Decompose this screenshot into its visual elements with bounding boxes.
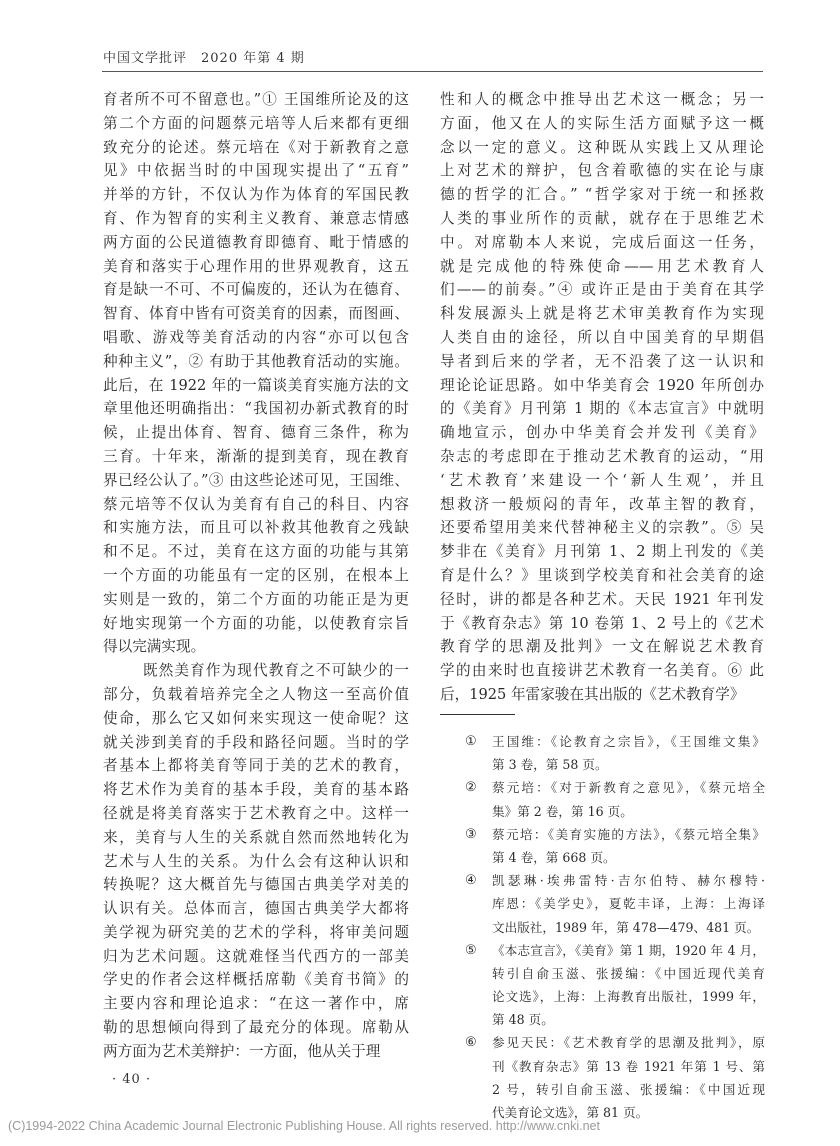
footnote-line: 王国维：《论教育之宗旨》，《王国维文集》 (492, 734, 765, 749)
text-line: 导者到后来的学者，无不沿袭了这一认识和 (440, 352, 764, 370)
text-line: 蔡元培等不仅认为美育有自己的科目、内容 (103, 495, 409, 513)
text-line: 章里他还明确指出：“我国初办新式教育的时 (103, 400, 409, 418)
footnote (465, 730, 765, 776)
footnote (465, 776, 765, 822)
footnote-marker: ③ (465, 826, 477, 842)
text-line: 艺术与人生的关系。为什么会有这种认识和 (103, 852, 409, 870)
footnote-line: 文出版社，1989 年，第 478—479、481 页。 (492, 919, 760, 935)
text-line: 梦非在《美育》月刊第 1、2 期上刊发的《美 (440, 543, 764, 561)
text-line: 径时，讲的都是各种艺术。天民 1921 年刊发 (440, 590, 764, 608)
footnote-rule (440, 714, 515, 715)
text-line: 将艺术作为美育的基本手段，美育的基本路 (103, 781, 409, 799)
text-line: 学史的作者会这样概括席勒《美育书简》的 (103, 971, 409, 989)
footnote-line: 2 号，转引自俞玉滋、张援编：《中国近现 (492, 1081, 765, 1097)
footnote-line: 第 3 卷，第 58 页。 (492, 757, 608, 773)
text-line: 候，止提出体育、智育、德育三条件，称为 (103, 424, 409, 442)
text-line: 两方面的公民道德教育即德育、毗于情感的 (103, 233, 409, 251)
text-line: 此后，在 1922 年的一篇谈美育实施方法的文 (103, 376, 409, 394)
text-line: 三育。十年来，渐渐的提到美育，现在教育 (103, 447, 409, 465)
text-line: 界已经公认了。”③ 由这些论述可见，王国维、 (103, 471, 409, 489)
text-line: 人类的事业所作的贡献，就存在于思维艺术 (440, 209, 764, 227)
text-line: 和不足。不过，美育在这方面的功能与其第 (103, 543, 409, 561)
text-line: 第二个方面的问题蔡元培等人后来都有更细 (103, 114, 409, 132)
text-line: 念以一定的意义。这种既从实践上又从理论 (440, 138, 764, 156)
text-line: 还要希望用美来代替神秘主义的宗教”。⑤ 吴 (440, 519, 764, 537)
text-line: 使命，那么它又如何来实现这一使命呢？这 (103, 709, 409, 727)
footnote-line: 第 4 卷，第 668 页。 (492, 849, 616, 865)
text-line: 智育、体育中皆有可资美育的因素，而图画、 (103, 305, 409, 323)
copyright-notice: (C)1994-2022 China Academic Journal Electronic Publishing House. All rights reserved. http://www.cnki.net (8, 1119, 600, 1133)
text-line: 教育学的思潮及批判》一文在解说艺术教育 (440, 638, 764, 656)
footnote-line: 代美育论文选》，第 81 页。 (492, 1105, 649, 1120)
left-column (103, 88, 409, 1064)
footnote-line: 第 48 页。 (492, 1012, 554, 1028)
text-line: 想救济一般烦闷的青年，改革主智的教育， (440, 495, 764, 513)
text-line: 杂志的考虑即在于推动艺术教育的运动，“用 (440, 447, 764, 465)
footnote-line: 刊《教育杂志》第 13 卷 1921 年第 1 号、第 (492, 1058, 765, 1074)
text-line: 转换呢？这大概首先与德国古典美学对美的 (103, 876, 409, 894)
text-line: 德的哲学的汇合。” “哲学家对于统一和拯救 (440, 186, 764, 204)
text-line: 中。对席勒本人来说，完成后面这一任务， (440, 233, 764, 251)
footnote-marker: ⑤ (465, 942, 477, 958)
text-line: 学的由来时也直接讲艺术教育一名美育。⑥ 此 (440, 662, 764, 680)
text-line: 认识有关。总体而言，德国古典美学大都将 (103, 900, 409, 918)
text-line: 们——的前奏。”④ 或许正是由于美育在其学 (440, 281, 764, 299)
text-line: 的《美育》月刊第 1 期的《本志宣言》中就明 (440, 400, 764, 418)
footnote-line: 转引自俞玉滋、张援编：《中国近现代美育 (492, 965, 765, 981)
text-line: 勒的思想倾向得到了最充分的体现。席勒从 (103, 1019, 409, 1037)
text-line: 径就是将美育落实于艺术教育之中。这样一 (103, 804, 409, 822)
footnote-line: 《本志宣言》，《美育》第 1 期，1920 年 4 月， (492, 942, 765, 958)
footnote-line: 集》第 2 卷，第 16 页。 (492, 803, 633, 819)
footnote-marker: ① (465, 734, 477, 749)
text-line: 理论论证思路。如中华美育会 1920 年所创办 (440, 376, 764, 394)
running-head: 中国文学批评 2020 年第 4 期 (103, 51, 305, 66)
footnote (465, 823, 765, 869)
text-line: 两方面为艺术美辩护：一方面，他从关于理 (103, 1042, 381, 1060)
footnote-marker: ② (465, 780, 477, 796)
text-line: 就是完成他的特殊使命——用艺术教育人 (440, 257, 764, 275)
text-line: 育者所不可不留意也。”① 王国维所论及的这 (103, 91, 409, 108)
footnote-line: 蔡元培：《美育实施的方法》，《蔡元培全集》 (492, 826, 765, 842)
text-line: 和实施方法，而且可以补救其他教育之残缺 (103, 519, 409, 537)
text-line: 部分，负载着培养完全之人物这一至高价值 (103, 685, 409, 703)
text-line: 美学视为研究美的艺术的学科，将审美问题 (103, 923, 409, 941)
text-line: 得以完满实现。 (103, 638, 206, 656)
footnotes (465, 730, 765, 1124)
text-line: 好地实现第一个方面的功能，以使教育宗旨 (103, 614, 409, 632)
text-line: 见》中依据当时的中国现实提出了“五育” (103, 162, 409, 180)
footnote-line: 凯瑟琳·埃弗雷特·吉尔伯特、赫尔穆特· (492, 873, 765, 889)
text-line: 并举的方针，不仅认为作为体育的军国民教 (103, 186, 409, 204)
text-line: 既然美育作为现代教育之不可缺少的一 (143, 662, 409, 680)
text-line: 育是什么？》里谈到学校美育和社会美育的途 (440, 566, 764, 584)
footnote (465, 939, 765, 1032)
text-line: 唱歌、游戏等美育活动的内容“亦可以包含 (103, 328, 409, 346)
header-rule (102, 71, 763, 72)
footnote-marker: ⑥ (465, 1035, 477, 1051)
text-line: 主要内容和理论追求：“在这一著作中，席 (103, 995, 409, 1013)
footnote (465, 1031, 765, 1124)
text-line: 上对艺术的辩护，包含着歌德的实在论与康 (440, 162, 764, 180)
text-line: 确地宣示，创办中华美育会并发刊《美育》 (440, 424, 764, 442)
footnote-line: 库恩：《美学史》，夏乾丰译，上海：上海译 (492, 896, 765, 912)
text-line: 美育和落实于心理作用的世界观教育，这五 (103, 257, 409, 275)
footnote-line: 论文选》，上海：上海教育出版社，1999 年， (492, 989, 765, 1005)
footnote-marker: ④ (465, 873, 477, 889)
text-line: 一个方面的功能虽有一定的区别，在根本上 (103, 566, 409, 584)
right-column (440, 88, 764, 707)
text-line: 种种主义”，② 有助于其他教育活动的实施。 (103, 352, 409, 370)
text-line: 育是缺一不可、不可偏废的，还认为在德育、 (103, 281, 409, 299)
text-line: 致充分的论述。蔡元培在《对于新教育之意 (103, 138, 409, 156)
text-line: 者基本上都将美育等同于美的艺术的教育， (103, 757, 409, 775)
text-line: 于《教育杂志》第 10 卷第 1、2 号上的《艺术 (440, 614, 764, 632)
text-line: 后，1925 年雷家骏在其出版的《艺术教育学》 (440, 685, 745, 703)
page-number: · 40 · (112, 1072, 152, 1087)
text-line: 归为艺术问题。这就难怪当代西方的一部美 (103, 947, 409, 965)
text-line: 就关涉到美育的手段和路径问题。当时的学 (103, 733, 409, 751)
text-line: 实则是一致的，第二个方面的功能正是为更 (103, 590, 409, 608)
footnote-line: 蔡元培：《对于新教育之意见》，《蔡元培全 (492, 780, 765, 796)
text-line: 人类自由的途径，所以自中国美育的早期倡 (440, 328, 764, 346)
text-line: 性和人的概念中推导出艺术这一概念；另一 (440, 91, 764, 108)
text-line: 育、作为智育的实利主义教育、兼意志情感 (103, 209, 409, 227)
footnote (465, 869, 765, 939)
text-line: ‘艺术教育’来建设一个‘新人生观’，并且 (440, 471, 764, 489)
text-line: 科发展源头上就是将艺术审美教育作为实现 (440, 305, 764, 323)
footnote-line: 参见天民：《艺术教育学的思潮及批判》，原 (492, 1035, 765, 1051)
text-line: 方面，他又在人的实际生活方面赋予这一概 (440, 114, 764, 132)
text-line: 来，美育与人生的关系就自然而然地转化为 (103, 828, 409, 846)
